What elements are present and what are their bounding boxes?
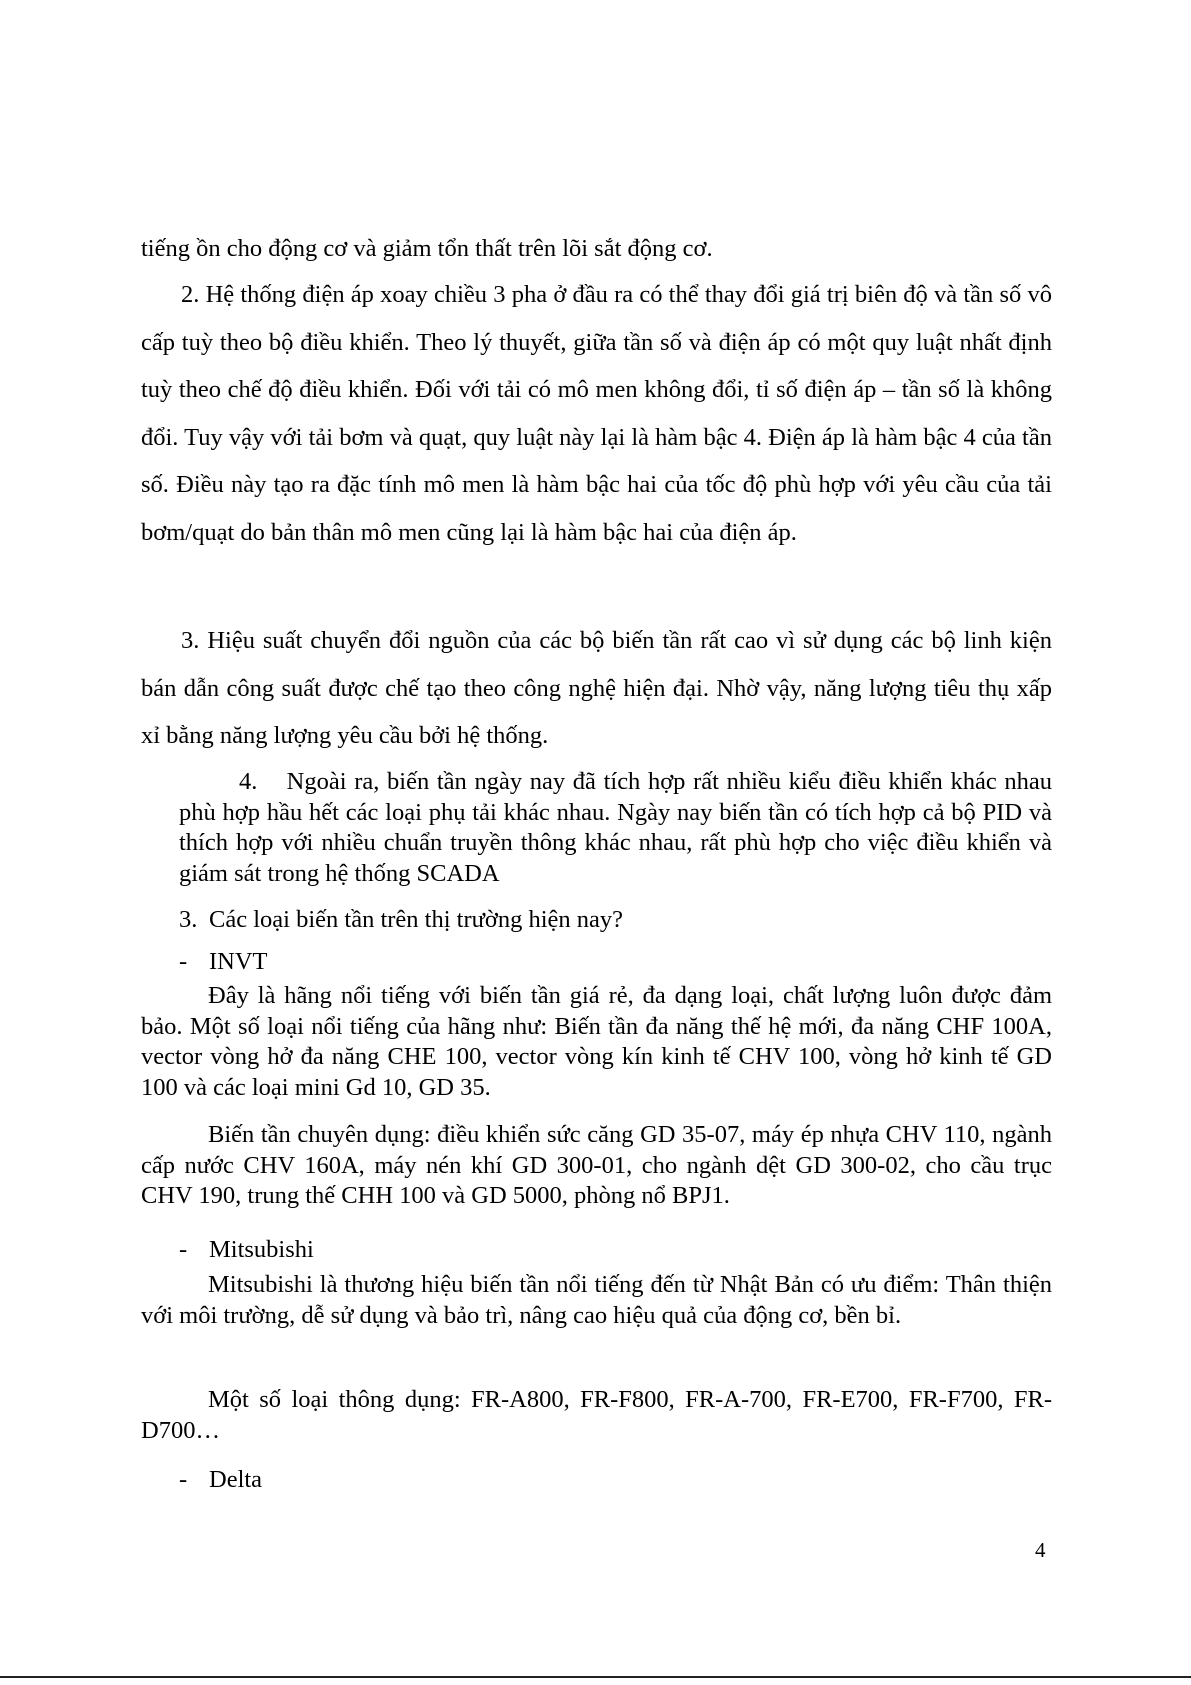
bottom-rule (0, 1676, 1191, 1678)
paragraph-item-3: 3. Hiệu suất chuyển đổi nguồn của các bộ biến tần rất cao vì sử dụng các bộ linh kiện bán dẫn công suất được chế tạo theo công nghệ hiện đại. Nhờ vậy, năng lượng tiêu thụ xấp xỉ bằng năng lượng yêu cầu bởi hệ thống. (141, 627, 1052, 749)
section-heading (179, 905, 623, 936)
brand-name: Delta (209, 1466, 263, 1493)
brand-heading-mitsubishi (179, 1235, 314, 1266)
item-4-text: Ngoài ra, biến tần ngày nay đã tích hợp rất nhiều kiểu điều khiển khác nhau phù hợp hầu hết các loại phụ tải khác nhau. Ngày nay biến tần có tích hợp cả bộ PID và thích hợp với nhiều chuẩn truyền thông khác nhau, rất phù hợp cho việc điều khiển và giám sát trong hệ thống SCADA (179, 768, 1053, 887)
bullet-dash: - (179, 1466, 188, 1493)
mitsubishi-description: Mitsubishi là thương hiệu biến tần nổi tiếng đến từ Nhật Bản có ưu điểm: Thân thiện với môi trường, dễ sử dụng và bảo trì, nâng cao hiệu quả của động cơ, bền bỉ. (141, 1271, 1052, 1329)
brand-heading-invt (179, 947, 268, 978)
brand-name: Mitsubishi (209, 1236, 314, 1263)
invt-description: Đây là hãng nổi tiếng với biến tần giá rẻ, đa dạng loại, chất lượng luôn được đảm bảo. Một số loại nổi tiếng của hãng như: Biến tần đa năng thế hệ mới, đa năng CHF 100A, vector vòng hở đa năng CHE 100, vector vòng kín kinh tế CHV 100, vòng hở kinh tế GD 100 và các loại mini Gd 10, GD 35. (141, 982, 1052, 1101)
bullet-dash: - (179, 948, 188, 975)
paragraph-continuation: tiếng ồn cho động cơ và giảm tổn thất trên lõi sắt động cơ. (141, 235, 713, 262)
section-number: 3. (179, 906, 198, 933)
bullet-dash: - (179, 1236, 188, 1263)
section-title: Các loại biến tần trên thị trường hiện nay? (209, 906, 624, 933)
item-4-number: 4. (239, 768, 258, 795)
paragraph-item-2: 2. Hệ thống điện áp xoay chiều 3 pha ở đầu ra có thể thay đổi giá trị biên độ và tần số vô cấp tuỳ theo bộ điều khiển. Theo lý thuyết, giữa tần số và điện áp có một quy luật nhất định tuỳ theo chế độ điều khiển. Đối với tải có mô men không đổi, tỉ số điện áp – tần số là không đổi. Tuy vậy với tải bơm và quạt, quy luật này lại là hàm bậc 4. Điện áp là hàm bậc 4 của tần số. Điều này tạo ra đặc tính mô men là hàm bậc hai của tốc độ phù hợp với yêu cầu của tải bơm/quạt do bản thân mô men cũng lại là hàm bậc hai của điện áp. (141, 281, 1052, 546)
item-4-first-line (209, 768, 279, 795)
mitsubishi-types: Một số loại thông dụng: FR-A800, FR-F800, FR-A-700, FR-E700, FR-F700, FR-D700… (141, 1386, 1052, 1444)
page-number: 4 (1035, 1538, 1046, 1562)
brand-name: INVT (209, 948, 268, 975)
brand-heading-delta (179, 1465, 262, 1496)
paragraph-item-4 (179, 767, 1052, 889)
invt-specialized: Biến tần chuyên dụng: điều khiển sức căng GD 35-07, máy ép nhựa CHV 110, ngành cấp nước CHV 160A, máy nén khí GD 300-01, cho ngành dệt GD 300-02, cho cầu trục CHV 190, trung thế CHH 100 và GD 5000, phòng nổ BPJ1. (141, 1121, 1052, 1209)
